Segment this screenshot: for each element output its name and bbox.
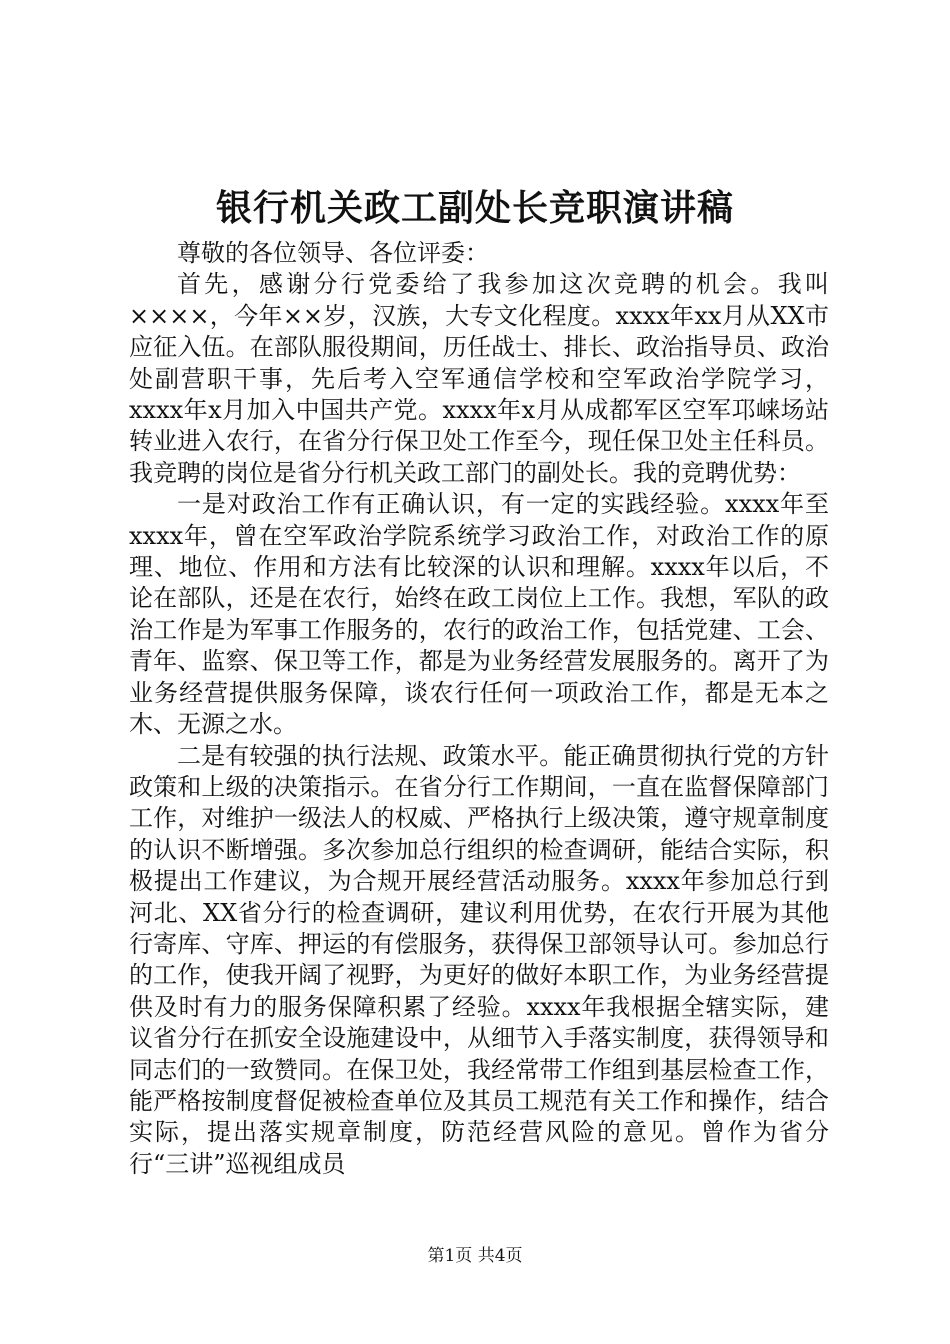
advantage-one-paragraph: 一是对政治工作有正确认识，有一定的实践经验。xxxx年至xxxx年，曾在空军政治学院系统学习政治工作，对政治工作的原理、地位、作用和方法有比较深的认识和理解。xxxx年以后，不论在部队，还是在农行，始终在政工岗位上工作。我想，军队的政治工作是为军事工作服务的，农行的政治工作，包括党建、工会、青年、监察、保卫等工作，都是为业务经营发展服务的。离开了为业务经营提供服务保障，谈农行任何一项政治工作，都是无本之木、无源之水。 (129, 490, 829, 739)
page-number-footer: 第1页 共4页 (427, 1246, 523, 1266)
document-body (129, 238, 829, 1180)
advantage-two-paragraph: 二是有较强的执行法规、政策水平。能正确贯彻执行党的方针政策和上级的决策指示。在省分行工作期间，一直在监督保障部门工作，对维护一级法人的权威、严格执行上级决策，遵守规章制度的认识不断增强。多次参加总行组织的检查调研，能结合实际，积极提出工作建议，为合规开展经营活动服务。xxxx年参加总行到河北、XX省分行的检查调研，建议利用优势，在农行开展为其他行寄库、守库、押运的有偿服务，获得保卫部领导认可。参加总行的工作，使我开阔了视野，为更好的做好本职工作，为业务经营提供及时有力的服务保障积累了经验。xxxx年我根据全辖实际，建议省分行在抓安全设施建设中，从细节入手落实制度，获得领导和同志们的一致赞同。在保卫处，我经常带工作组到基层检查工作，能严格按制度督促被检查单位及其员工规范有关工作和操作，结合实际，提出落实规章制度，防范经营风险的意见。曾作为省分行“三讲”巡视组成员 (129, 741, 829, 1178)
intro-paragraph: 首先，感谢分行党委给了我参加这次竞聘的机会。我叫××××，今年××岁，汉族，大专文化程度。xxxx年xx月从XX市应征入伍。在部队服役期间，历任战士、排长、政治指导员、政治处副营职干事，先后考入空军通信学校和空军政治学院学习，xxxx年x月加入中国共产党。xxxx年x月从成都军区空军邛崃场站转业进入农行，在省分行保卫处工作至今，现任保卫处主任科员。我竞聘的岗位是省分行机关政工部门的副处长。我的竞聘优势： (129, 270, 829, 487)
salutation-paragraph: 尊敬的各位领导、各位评委： (177, 239, 489, 267)
document-title: 银行机关政工副处长竞职演讲稿 (215, 187, 734, 229)
